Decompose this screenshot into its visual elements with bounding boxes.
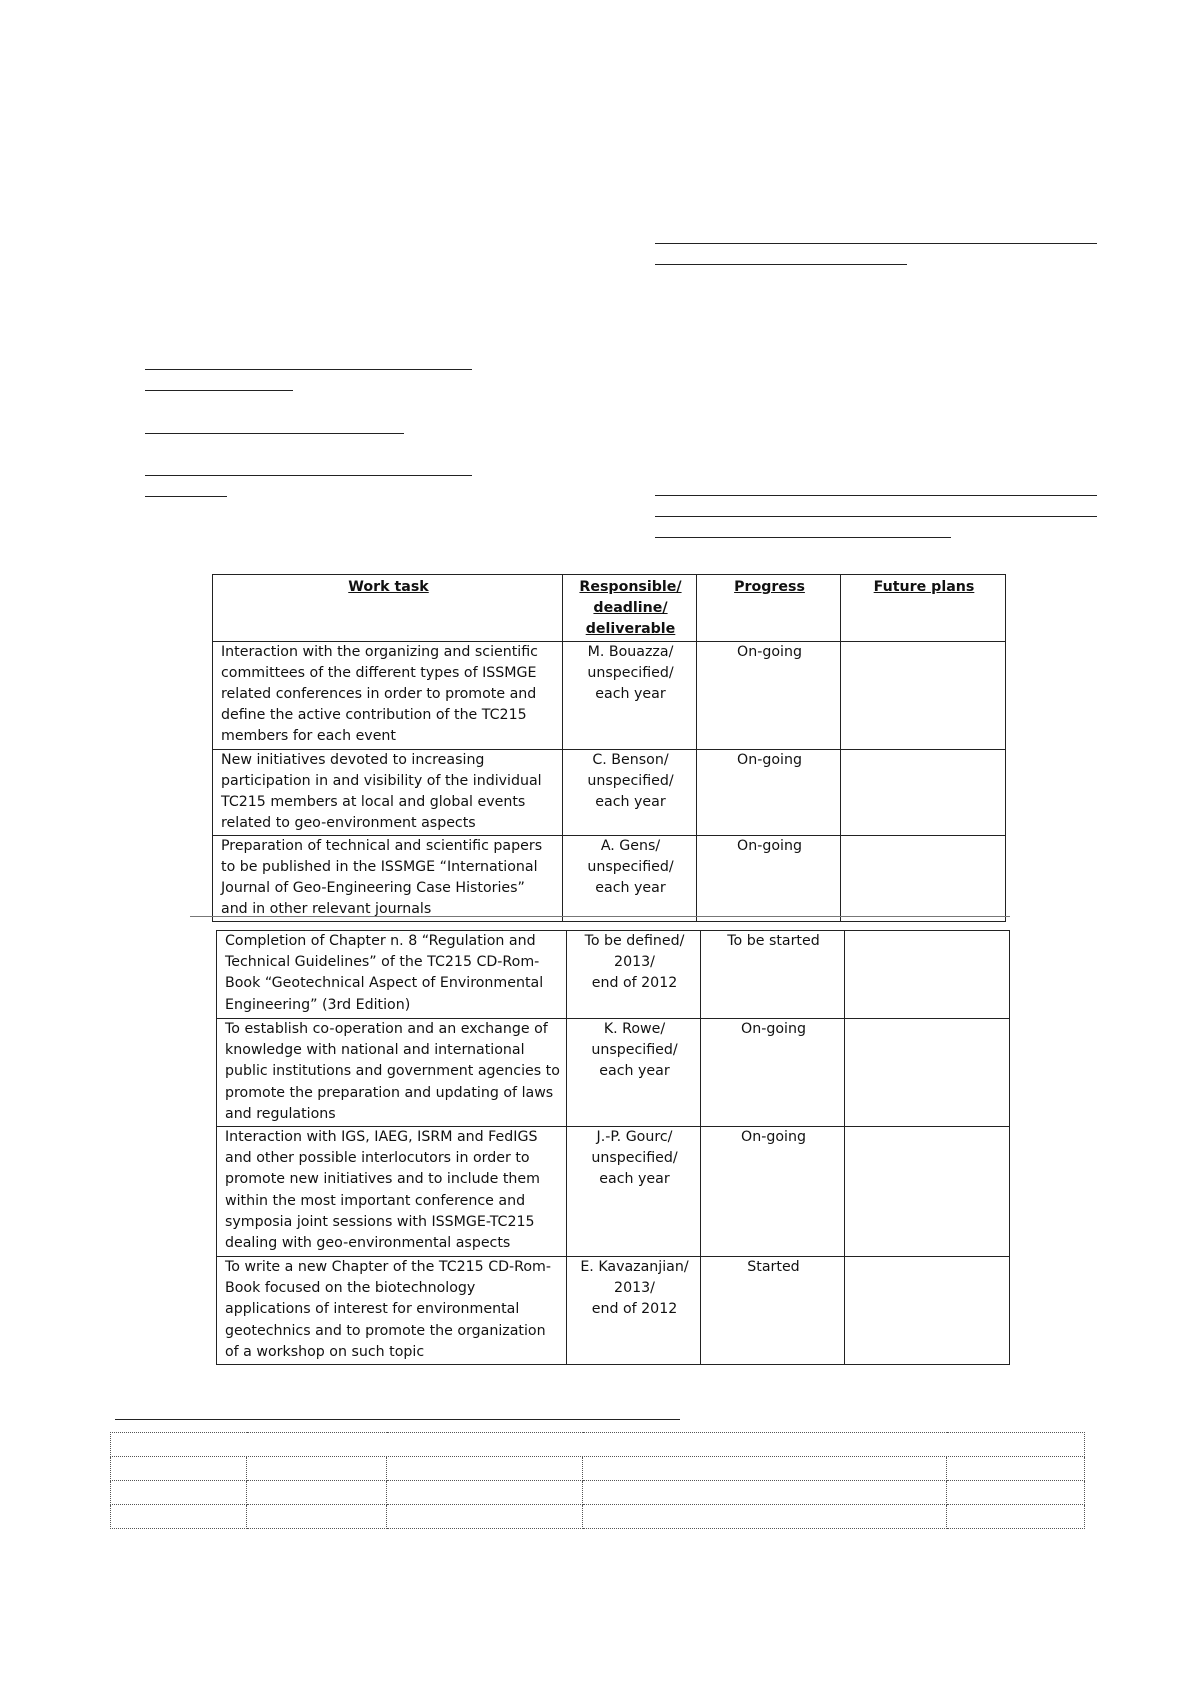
page-break-line — [190, 916, 1010, 917]
redacted-line — [145, 390, 293, 391]
redacted-line — [655, 495, 1097, 496]
table-row — [213, 749, 1006, 835]
responsible-cell: M. Bouazza/ unspecified/ each year — [563, 641, 697, 749]
task-cell: Interaction with the organizing and scientific committees of the different types of ISSMGE related conferences in order to promote and define the active contribution of the TC215 members for each event — [213, 641, 563, 749]
task-cell: To establish co-operation and an exchange of knowledge with national and international public institutions and government agencies to promote the preparation and updating of laws and regulations — [217, 1019, 567, 1127]
responsible-cell: C. Benson/ unspecified/ each year — [563, 749, 697, 835]
blank-grid-table — [110, 1432, 1085, 1529]
blank-cell — [247, 1505, 387, 1529]
blank-cell — [947, 1505, 1085, 1529]
blank-cell — [111, 1457, 247, 1481]
future-plans-cell — [845, 1257, 1010, 1365]
blank-cell — [111, 1481, 247, 1505]
responsible-cell: K. Rowe/ unspecified/ each year — [567, 1019, 701, 1127]
redacted-line — [145, 475, 472, 476]
responsible-cell: J.-P. Gourc/ unspecified/ each year — [567, 1127, 701, 1257]
header-responsible: Responsible/ deadline/ deliverable — [563, 575, 697, 642]
blank-cell — [387, 1457, 583, 1481]
task-cell: To write a new Chapter of the TC215 CD-Rom-Book focused on the biotechnology applications of interest for environmental geotechnics and to promote the organization of a workshop on such topic — [217, 1257, 567, 1365]
table-row — [213, 835, 1006, 921]
blank-cell — [387, 1505, 583, 1529]
progress-cell: To be started — [701, 931, 845, 1019]
blank-cell — [583, 1505, 947, 1529]
header-work-task: Work task — [213, 575, 563, 642]
future-plans-cell — [845, 1127, 1010, 1257]
task-cell: Interaction with IGS, IAEG, ISRM and FedIGS and other possible interlocutors in order to promote new initiatives and to include them within the most important conference and symposia joint sessions with ISSMGE-TC215 dealing with geo-environmental aspects — [217, 1127, 567, 1257]
blank-cell — [111, 1433, 1085, 1457]
redacted-line — [655, 243, 1097, 244]
progress-cell: On-going — [697, 835, 841, 921]
progress-cell: Started — [701, 1257, 845, 1365]
table-row — [213, 641, 1006, 749]
redacted-line — [655, 264, 907, 265]
table-row — [217, 1257, 1010, 1365]
work-task-table-part1 — [212, 574, 1006, 922]
table-row — [217, 1127, 1010, 1257]
future-plans-cell — [841, 835, 1006, 921]
blank-cell — [247, 1457, 387, 1481]
table-row — [217, 1019, 1010, 1127]
progress-cell: On-going — [697, 749, 841, 835]
future-plans-cell — [841, 641, 1006, 749]
work-task-table-part2 — [216, 930, 1010, 1365]
header-progress: Progress — [697, 575, 841, 642]
responsible-cell: To be defined/ 2013/ end of 2012 — [567, 931, 701, 1019]
blank-cell — [583, 1457, 947, 1481]
task-cell: Preparation of technical and scientific papers to be published in the ISSMGE “International Journal of Geo-Engineering Case Histories” and in other relevant journals — [213, 835, 563, 921]
redacted-line — [145, 369, 472, 370]
table-row — [217, 931, 1010, 1019]
task-cell: New initiatives devoted to increasing participation in and visibility of the individual TC215 members at local and global events related to geo-environment aspects — [213, 749, 563, 835]
blank-cell — [111, 1505, 247, 1529]
blank-cell — [387, 1481, 583, 1505]
blank-cell — [583, 1481, 947, 1505]
future-plans-cell — [845, 1019, 1010, 1127]
future-plans-cell — [845, 931, 1010, 1019]
blank-cell — [947, 1457, 1085, 1481]
table-header-row — [213, 575, 1006, 642]
responsible-cell: A. Gens/ unspecified/ each year — [563, 835, 697, 921]
table-row — [111, 1457, 1085, 1481]
redacted-line — [655, 516, 1097, 517]
progress-cell: On-going — [701, 1019, 845, 1127]
task-cell: Completion of Chapter n. 8 “Regulation and Technical Guidelines” of the TC215 CD-Rom-Book “Geotechnical Aspect of Environmental Engineering” (3rd Edition) — [217, 931, 567, 1019]
redacted-line — [145, 496, 227, 497]
progress-cell: On-going — [697, 641, 841, 749]
redacted-line — [115, 1419, 680, 1420]
table-row — [111, 1481, 1085, 1505]
blank-cell — [247, 1481, 387, 1505]
redacted-line — [655, 537, 951, 538]
redacted-line — [145, 433, 404, 434]
future-plans-cell — [841, 749, 1006, 835]
progress-cell: On-going — [701, 1127, 845, 1257]
table-row — [111, 1505, 1085, 1529]
table-row — [111, 1433, 1085, 1457]
header-future-plans: Future plans — [841, 575, 1006, 642]
blank-cell — [947, 1481, 1085, 1505]
responsible-cell: E. Kavazanjian/ 2013/ end of 2012 — [567, 1257, 701, 1365]
